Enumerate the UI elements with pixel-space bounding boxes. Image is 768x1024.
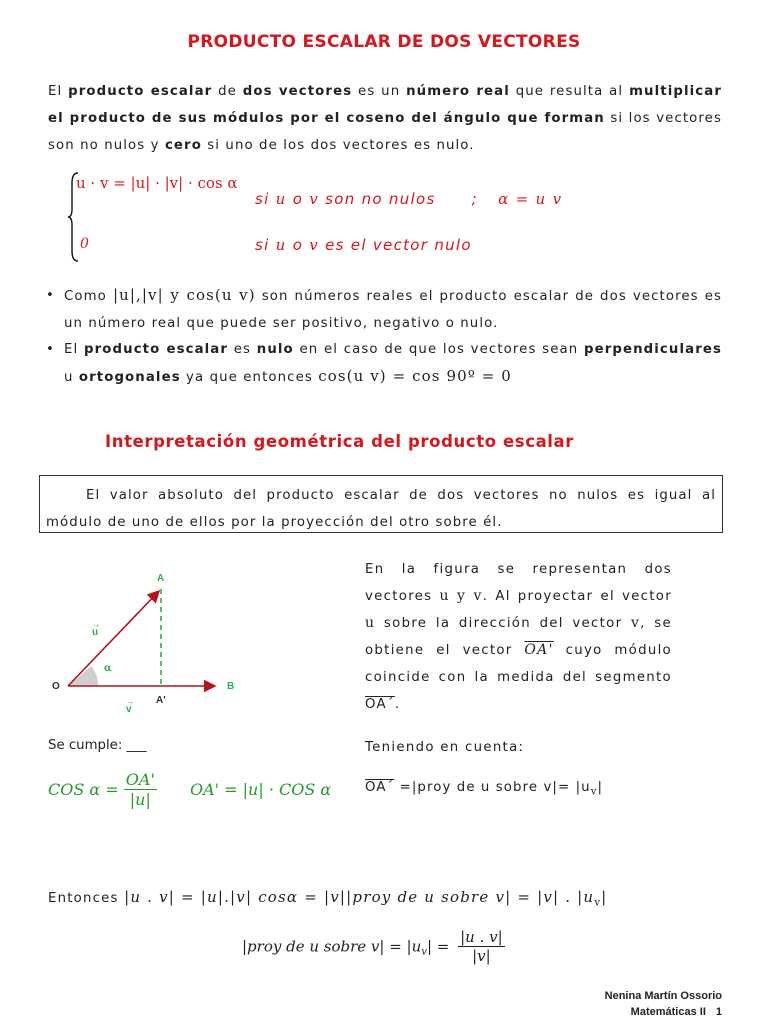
arrow-v-icon: → (126, 697, 134, 706)
label-u: u (92, 627, 99, 638)
condition-nonnull: si u o v son no nulos ; α = u v (255, 190, 563, 208)
footer-author: Nenina Martín Ossorio (604, 990, 722, 1002)
scalar-product-formula: u · v = |u| · |v| · cos α (76, 174, 238, 192)
page-number: 1 (715, 1006, 722, 1018)
definition-box (39, 475, 723, 533)
figure-explanation: En la figura se representan dos vectores u y v. Al proyectar el vector u sobre la dirección del vector v, se obtiene el vector OA' cuyo módulo coincide con la medida del segmento OA´. (365, 562, 672, 712)
footer-course: Matemáticas II 1 (630, 1006, 722, 1018)
definition-text: El valor absoluto del producto escalar de dos vectores no nulos es igual al módulo de uno de ellos por la proyección del otro sobre él. (46, 488, 716, 530)
cos-alpha-formula: COS α = $\frac{OA'}{|u|}$ (48, 770, 155, 809)
projection-figure (40, 565, 260, 715)
page-title: PRODUCTO ESCALAR DE DOS VECTORES (187, 32, 581, 52)
entonces-line: Entonces |u . v| = |u|.|v| cosα = |v||proy de u sobre v| = |v| . $|u_v|$ (48, 888, 608, 909)
arrow-u-icon: → (92, 620, 100, 629)
final-proy-formula: |proy de u sobre $v| = |u_v|$ = $\frac{|u . v|}{|v|}$ (242, 928, 503, 965)
label-alpha: α (104, 663, 112, 674)
bullet-real-numbers: • Como |u|,|v| y cos(u v) son números reales el producto escalar de dos vectores es un número real que puede ser positivo, negativo o nulo. (46, 282, 722, 337)
oa-formula: OA' = |u| · COS α (190, 780, 332, 799)
section-subtitle: Interpretación geométrica del producto escalar (105, 432, 575, 451)
zero-case: 0 (80, 236, 89, 252)
bullet-dot-icon: • (46, 342, 55, 357)
label-o: O (52, 681, 60, 692)
teniendo-label: Teniendo en cuenta: (365, 740, 525, 755)
intro-paragraph: El producto escalar de dos vectores es un número real que resulta al multiplicar el producto de sus módulos por el coseno del ángulo que forman si los vectores son no nulos y cero si uno de los dos vectores es nulo. (48, 84, 723, 153)
se-cumple-label: Se cumple: ___ (48, 738, 147, 753)
proy-formula: OA´ =|proy de u sobre $v|= |u_v|$ (365, 780, 604, 798)
angle-wedge (68, 666, 98, 686)
condition-null: si u o v es el vector nulo (255, 236, 472, 254)
label-v: v (126, 704, 132, 715)
bullet-dot-icon: • (46, 288, 55, 303)
bullet-perpendicular: • El producto escalar es nulo en el caso de que los vectores sean perpendiculares u ortogonales ya que entonces cos(u v) = cos 90º = 0 (46, 336, 722, 391)
label-a: A (157, 573, 165, 584)
label-b: B (227, 681, 235, 692)
vector-u-line (68, 591, 159, 686)
label-a-prime: A' (156, 695, 166, 706)
